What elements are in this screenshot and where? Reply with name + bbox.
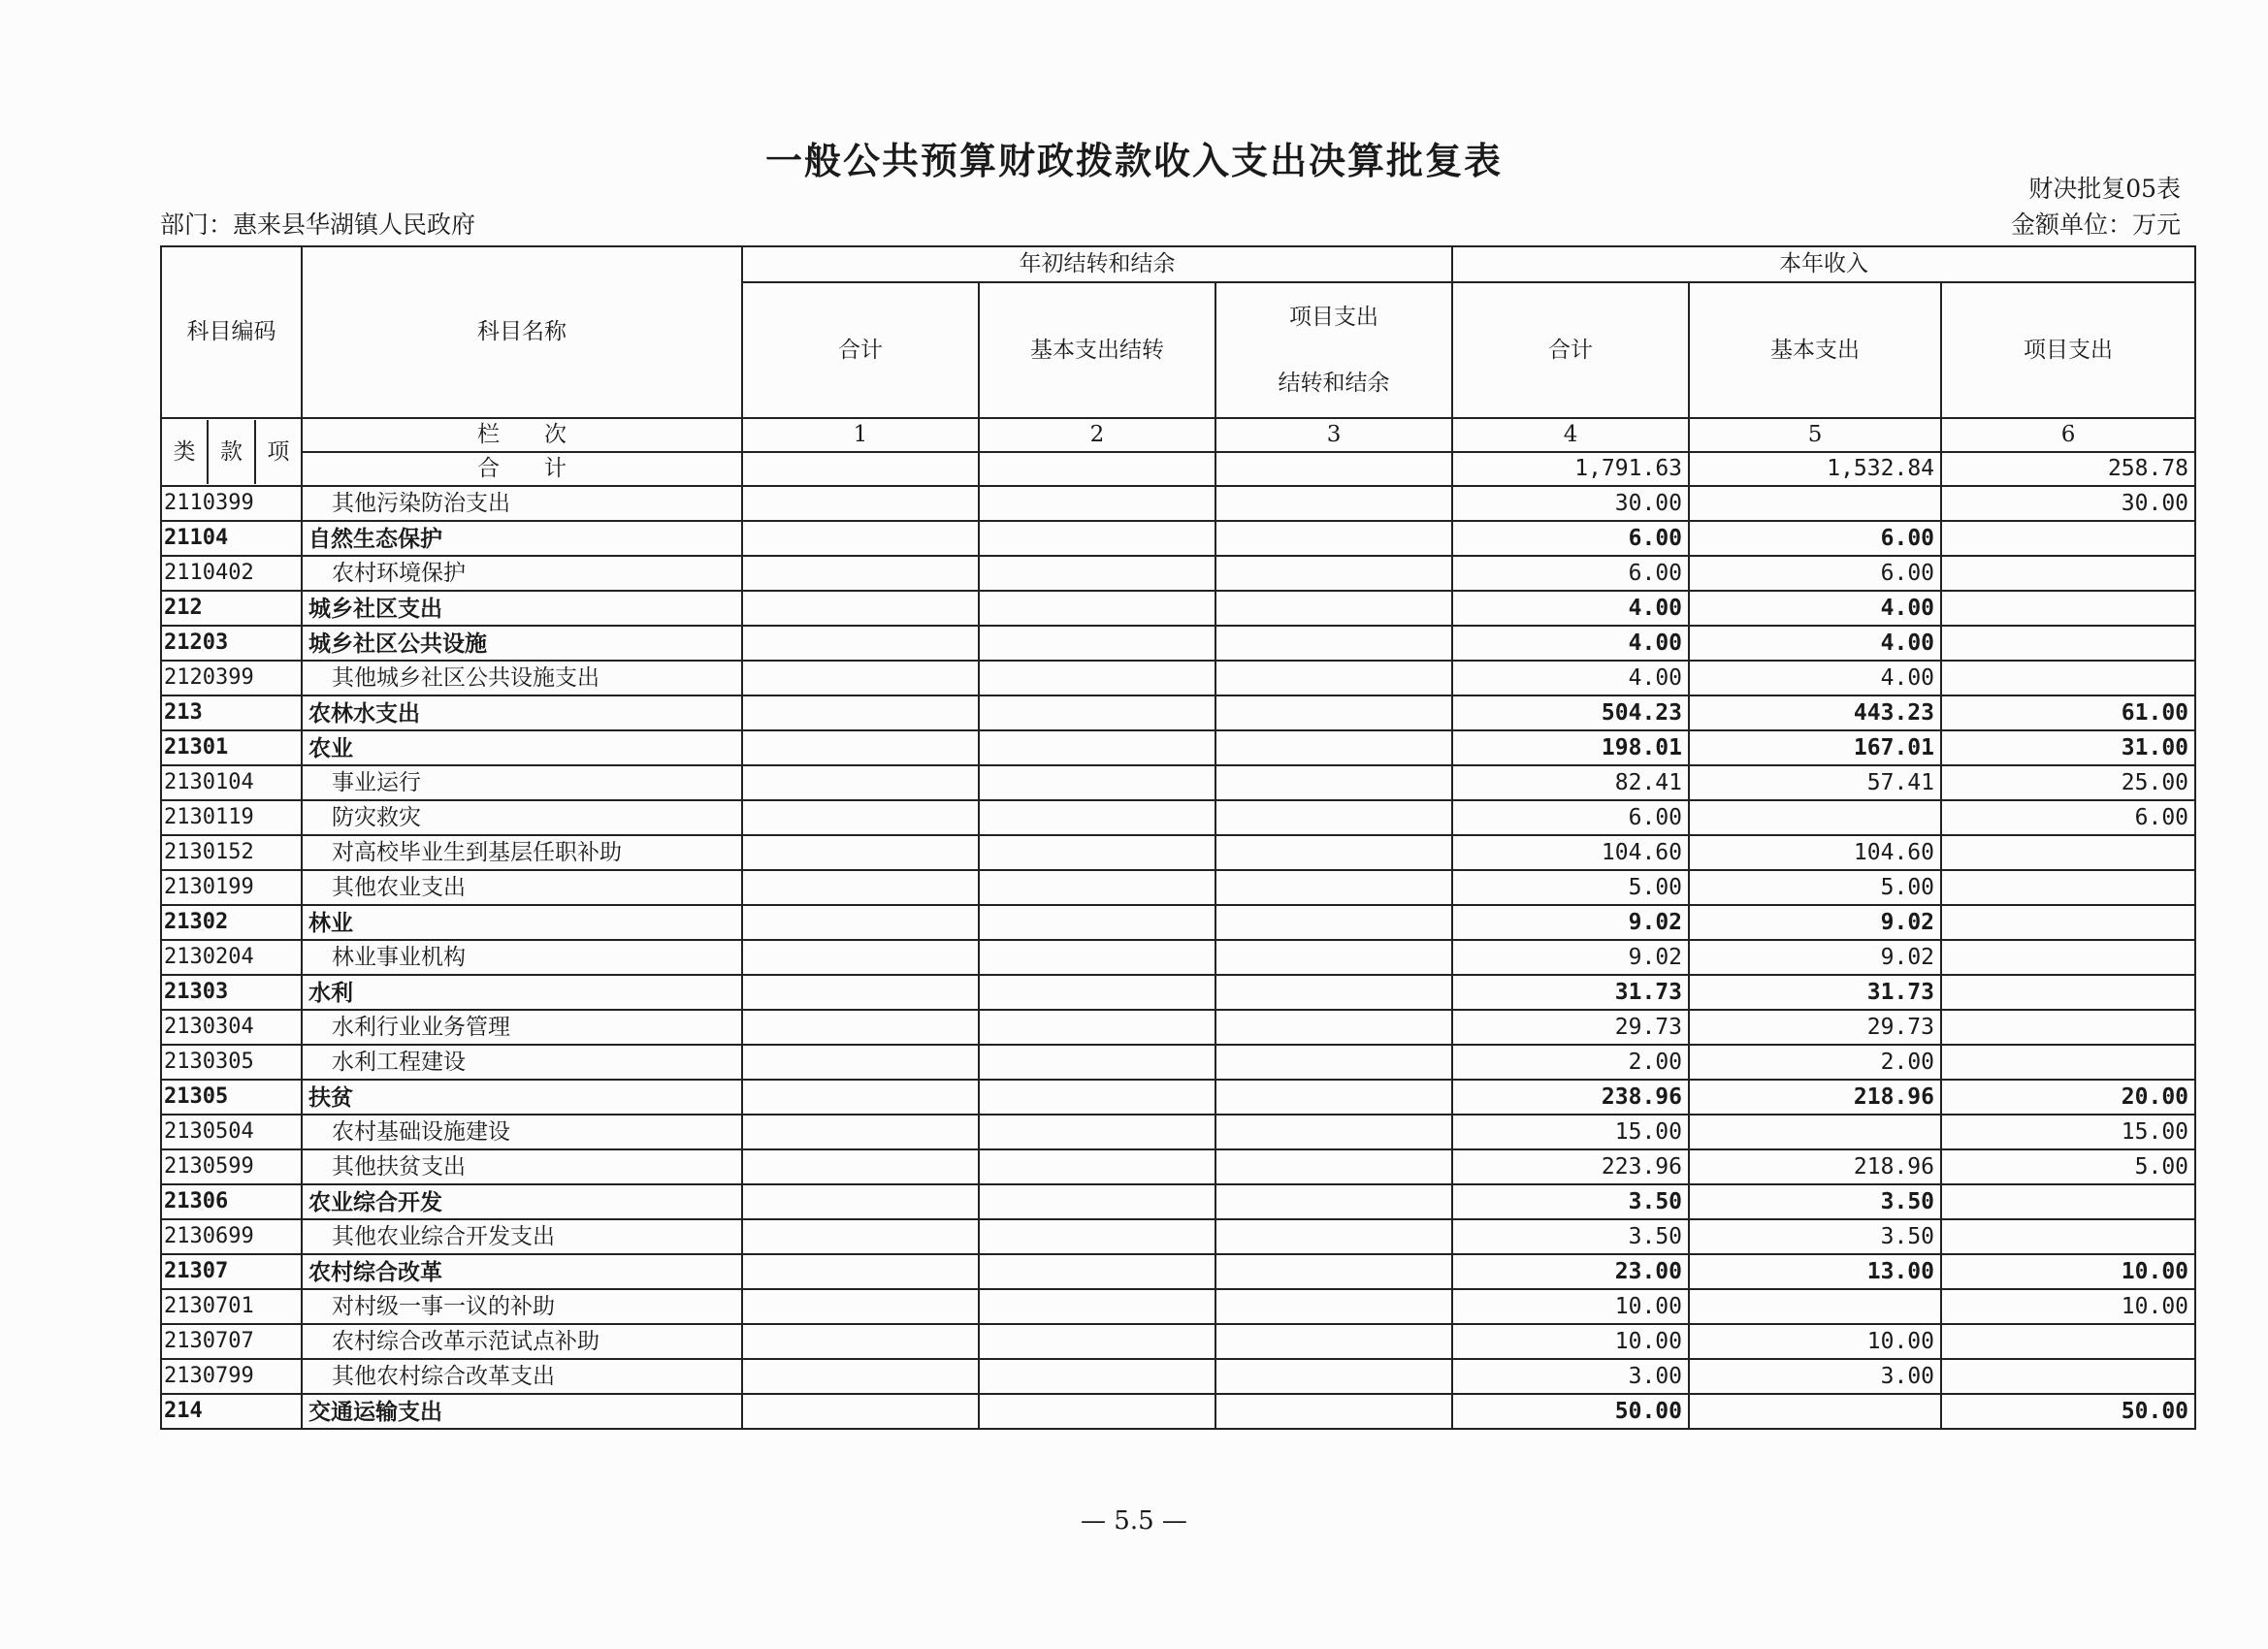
income-total-cell: 4.00 <box>1452 626 1689 661</box>
subject-code-cell: 2130152 <box>161 835 302 870</box>
project-cell <box>1941 521 2195 556</box>
basic-cell: 218.96 <box>1689 1080 1941 1115</box>
project-carryover-cell <box>1215 1359 1452 1394</box>
subject-code-cell: 2130304 <box>161 1010 302 1045</box>
basic-cell <box>1689 1289 1941 1324</box>
project-carryover-cell <box>1215 835 1452 870</box>
carryover-total-cell <box>742 800 979 835</box>
subject-name-cell: 事业运行 <box>302 765 742 800</box>
project-cell <box>1941 1359 2195 1394</box>
project-carryover-cell <box>1215 1254 1452 1289</box>
header-project-carryover-line1: 项目支出 <box>1289 305 1378 330</box>
income-total-cell: 3.00 <box>1452 1359 1689 1394</box>
subject-name-cell: 城乡社区支出 <box>302 591 742 626</box>
carryover-total-cell <box>742 1184 979 1219</box>
carryover-total-cell <box>742 1010 979 1045</box>
subject-code-cell: 2120399 <box>161 661 302 695</box>
project-carryover-cell <box>1215 1045 1452 1080</box>
carryover-total-cell <box>742 1254 979 1289</box>
basic-cell <box>1689 1394 1941 1429</box>
sum-cell <box>979 452 1215 486</box>
basic-cell: 218.96 <box>1689 1149 1941 1184</box>
income-total-cell: 4.00 <box>1452 661 1689 695</box>
subject-code-cell: 21303 <box>161 975 302 1010</box>
project-carryover-cell <box>1215 1010 1452 1045</box>
basic-cell: 29.73 <box>1689 1010 1941 1045</box>
project-cell <box>1941 556 2195 591</box>
income-total-cell: 5.00 <box>1452 870 1689 905</box>
header-project-carryover <box>1215 282 1452 418</box>
subject-code-cell: 21301 <box>161 730 302 765</box>
table-row <box>161 695 2195 730</box>
basic-cell: 9.02 <box>1689 940 1941 975</box>
subject-name-cell: 对高校毕业生到基层任职补助 <box>302 835 742 870</box>
income-total-cell: 10.00 <box>1452 1324 1689 1359</box>
basic-carryover-cell <box>979 1289 1215 1324</box>
basic-carryover-cell <box>979 626 1215 661</box>
basic-carryover-cell <box>979 835 1215 870</box>
income-total-cell: 6.00 <box>1452 556 1689 591</box>
subject-name-cell: 林业 <box>302 905 742 940</box>
basic-carryover-cell <box>979 695 1215 730</box>
income-total-cell: 223.96 <box>1452 1149 1689 1184</box>
carryover-total-cell <box>742 1045 979 1080</box>
project-cell <box>1941 1184 2195 1219</box>
project-cell: 15.00 <box>1941 1115 2195 1149</box>
table-row <box>161 556 2195 591</box>
form-number: 财决批复05表 <box>2028 175 2181 203</box>
basic-cell <box>1689 1115 1941 1149</box>
project-cell <box>1941 1010 2195 1045</box>
basic-carryover-cell <box>979 1219 1215 1254</box>
subject-code-cell: 2110399 <box>161 486 302 521</box>
header-basic-carryover: 基本支出结转 <box>979 282 1215 418</box>
basic-carryover-cell <box>979 1045 1215 1080</box>
subject-name-cell: 林业事业机构 <box>302 940 742 975</box>
project-carryover-cell <box>1215 695 1452 730</box>
header-class-kuan: 款 <box>207 420 253 484</box>
table-row <box>161 765 2195 800</box>
header-group-income: 本年收入 <box>1452 246 2195 282</box>
income-total-cell: 3.50 <box>1452 1219 1689 1254</box>
subject-code-cell: 2130305 <box>161 1045 302 1080</box>
column-number: 1 <box>742 418 979 452</box>
basic-carryover-cell <box>979 1394 1215 1429</box>
table-row <box>161 486 2195 521</box>
subject-name-cell: 农村基础设施建设 <box>302 1115 742 1149</box>
sum-cell <box>1215 452 1452 486</box>
basic-cell: 2.00 <box>1689 1045 1941 1080</box>
table-row <box>161 1184 2195 1219</box>
subject-code-cell: 21104 <box>161 521 302 556</box>
income-total-cell: 238.96 <box>1452 1080 1689 1115</box>
table-row <box>161 1080 2195 1115</box>
income-total-cell: 104.60 <box>1452 835 1689 870</box>
page-number: — 5.5 — <box>1081 1506 1187 1536</box>
subject-code-cell: 214 <box>161 1394 302 1429</box>
page-title: 一般公共预算财政拨款收入支出决算批复表 <box>764 139 1503 182</box>
project-cell <box>1941 940 2195 975</box>
project-carryover-cell <box>1215 905 1452 940</box>
table-row <box>161 870 2195 905</box>
project-carryover-cell <box>1215 1394 1452 1429</box>
project-carryover-cell <box>1215 1219 1452 1254</box>
project-cell: 20.00 <box>1941 1080 2195 1115</box>
income-total-cell: 6.00 <box>1452 521 1689 556</box>
basic-carryover-cell <box>979 556 1215 591</box>
income-total-cell: 31.73 <box>1452 975 1689 1010</box>
project-cell <box>1941 975 2195 1010</box>
income-total-cell: 10.00 <box>1452 1289 1689 1324</box>
basic-carryover-cell <box>979 1149 1215 1184</box>
basic-cell <box>1689 486 1941 521</box>
carryover-total-cell <box>742 905 979 940</box>
table-row <box>161 521 2195 556</box>
carryover-total-cell <box>742 521 979 556</box>
basic-carryover-cell <box>979 905 1215 940</box>
income-total-cell: 2.00 <box>1452 1045 1689 1080</box>
department-label: 部门：惠来县华湖镇人民政府 <box>160 210 476 239</box>
subject-name-cell: 农村综合改革 <box>302 1254 742 1289</box>
project-carryover-cell <box>1215 486 1452 521</box>
subject-name-cell: 防灾救灾 <box>302 800 742 835</box>
project-carryover-cell <box>1215 975 1452 1010</box>
sum-cell <box>742 452 979 486</box>
table-row <box>161 1254 2195 1289</box>
carryover-total-cell <box>742 730 979 765</box>
subject-code-cell: 2130199 <box>161 870 302 905</box>
basic-carryover-cell <box>979 1184 1215 1219</box>
project-cell <box>1941 661 2195 695</box>
subject-code-cell: 2130701 <box>161 1289 302 1324</box>
project-cell: 30.00 <box>1941 486 2195 521</box>
income-total-cell: 6.00 <box>1452 800 1689 835</box>
income-total-cell: 3.50 <box>1452 1184 1689 1219</box>
basic-cell: 31.73 <box>1689 975 1941 1010</box>
carryover-total-cell <box>742 661 979 695</box>
basic-cell: 10.00 <box>1689 1324 1941 1359</box>
subject-code-cell: 2130599 <box>161 1149 302 1184</box>
table-row <box>161 1010 2195 1045</box>
income-total-cell: 15.00 <box>1452 1115 1689 1149</box>
subject-code-cell: 21307 <box>161 1254 302 1289</box>
basic-cell: 6.00 <box>1689 521 1941 556</box>
sum-project: 258.78 <box>1941 452 2195 486</box>
subject-code-cell: 2130699 <box>161 1219 302 1254</box>
project-carryover-cell <box>1215 1080 1452 1115</box>
subject-name-cell: 其他扶贫支出 <box>302 1149 742 1184</box>
header-column-index-label: 栏 次 <box>302 418 742 452</box>
header-subject-code: 科目编码 <box>161 246 302 418</box>
basic-cell: 13.00 <box>1689 1254 1941 1289</box>
subject-code-cell: 2130504 <box>161 1115 302 1149</box>
income-total-cell: 9.02 <box>1452 905 1689 940</box>
table-row <box>161 905 2195 940</box>
project-carryover-cell <box>1215 661 1452 695</box>
subject-name-cell: 其他城乡社区公共设施支出 <box>302 661 742 695</box>
subject-code-cell: 21203 <box>161 626 302 661</box>
project-carryover-cell <box>1215 765 1452 800</box>
project-carryover-cell <box>1215 556 1452 591</box>
basic-carryover-cell <box>979 521 1215 556</box>
sum-basic: 1,532.84 <box>1689 452 1941 486</box>
subject-name-cell: 其他农村综合改革支出 <box>302 1359 742 1394</box>
project-cell: 25.00 <box>1941 765 2195 800</box>
carryover-total-cell <box>742 835 979 870</box>
income-total-cell: 198.01 <box>1452 730 1689 765</box>
header-classification <box>161 418 302 486</box>
subject-name-cell: 水利 <box>302 975 742 1010</box>
carryover-total-cell <box>742 1115 979 1149</box>
basic-cell: 3.50 <box>1689 1219 1941 1254</box>
header-subject-name: 科目名称 <box>302 246 742 418</box>
carryover-total-cell <box>742 870 979 905</box>
table-row <box>161 1149 2195 1184</box>
subject-code-cell: 212 <box>161 591 302 626</box>
carryover-total-cell <box>742 1359 979 1394</box>
project-cell <box>1941 626 2195 661</box>
project-cell <box>1941 591 2195 626</box>
basic-cell: 3.50 <box>1689 1184 1941 1219</box>
basic-carryover-cell <box>979 661 1215 695</box>
project-carryover-cell <box>1215 800 1452 835</box>
unit-label: 金额单位：万元 <box>2010 210 2181 239</box>
project-cell: 31.00 <box>1941 730 2195 765</box>
project-carryover-cell <box>1215 1115 1452 1149</box>
basic-cell: 4.00 <box>1689 591 1941 626</box>
carryover-total-cell <box>742 1324 979 1359</box>
basic-carryover-cell <box>979 486 1215 521</box>
basic-carryover-cell <box>979 730 1215 765</box>
column-number: 4 <box>1452 418 1689 452</box>
basic-carryover-cell <box>979 975 1215 1010</box>
subject-name-cell: 其他农业综合开发支出 <box>302 1219 742 1254</box>
carryover-total-cell <box>742 765 979 800</box>
basic-cell: 104.60 <box>1689 835 1941 870</box>
column-number: 3 <box>1215 418 1452 452</box>
subject-code-cell: 2130204 <box>161 940 302 975</box>
table-row <box>161 1045 2195 1080</box>
table-row <box>161 626 2195 661</box>
carryover-total-cell <box>742 695 979 730</box>
table-row <box>161 800 2195 835</box>
project-cell <box>1941 870 2195 905</box>
subject-name-cell: 农林水支出 <box>302 695 742 730</box>
carryover-total-cell <box>742 626 979 661</box>
subject-name-cell: 农村环境保护 <box>302 556 742 591</box>
project-carryover-cell <box>1215 626 1452 661</box>
basic-carryover-cell <box>979 1115 1215 1149</box>
project-carryover-cell <box>1215 1149 1452 1184</box>
project-carryover-cell <box>1215 591 1452 626</box>
project-carryover-cell <box>1215 940 1452 975</box>
basic-carryover-cell <box>979 940 1215 975</box>
table-row <box>161 1359 2195 1394</box>
basic-carryover-cell <box>979 1254 1215 1289</box>
basic-cell: 6.00 <box>1689 556 1941 591</box>
basic-cell: 4.00 <box>1689 626 1941 661</box>
basic-cell: 5.00 <box>1689 870 1941 905</box>
header-class-xiang: 项 <box>254 420 301 484</box>
carryover-total-cell <box>742 1289 979 1324</box>
basic-cell: 443.23 <box>1689 695 1941 730</box>
table-row <box>161 940 2195 975</box>
sum-income-total: 1,791.63 <box>1452 452 1689 486</box>
table-row <box>161 1115 2195 1149</box>
project-carryover-cell <box>1215 1289 1452 1324</box>
income-total-cell: 29.73 <box>1452 1010 1689 1045</box>
column-number: 6 <box>1941 418 2195 452</box>
carryover-total-cell <box>742 940 979 975</box>
project-cell: 6.00 <box>1941 800 2195 835</box>
header-income-total: 合计 <box>1452 282 1689 418</box>
basic-carryover-cell <box>979 1359 1215 1394</box>
project-cell <box>1941 905 2195 940</box>
basic-carryover-cell <box>979 800 1215 835</box>
subject-name-cell: 自然生态保护 <box>302 521 742 556</box>
project-carryover-cell <box>1215 1324 1452 1359</box>
income-total-cell: 23.00 <box>1452 1254 1689 1289</box>
subject-code-cell: 2130799 <box>161 1359 302 1394</box>
subject-name-cell: 其他污染防治支出 <box>302 486 742 521</box>
carryover-total-cell <box>742 975 979 1010</box>
basic-cell: 57.41 <box>1689 765 1941 800</box>
project-cell <box>1941 1219 2195 1254</box>
subject-code-cell: 2130119 <box>161 800 302 835</box>
subject-name-cell: 其他农业支出 <box>302 870 742 905</box>
table-row <box>161 1324 2195 1359</box>
income-total-cell: 9.02 <box>1452 940 1689 975</box>
table-row <box>161 1289 2195 1324</box>
basic-carryover-cell <box>979 1324 1215 1359</box>
carryover-total-cell <box>742 1394 979 1429</box>
carryover-total-cell <box>742 1149 979 1184</box>
carryover-total-cell <box>742 486 979 521</box>
income-total-cell: 82.41 <box>1452 765 1689 800</box>
table-row <box>161 975 2195 1010</box>
income-total-cell: 30.00 <box>1452 486 1689 521</box>
project-carryover-cell <box>1215 730 1452 765</box>
project-cell: 10.00 <box>1941 1254 2195 1289</box>
subject-name-cell: 农业综合开发 <box>302 1184 742 1219</box>
header-basic: 基本支出 <box>1689 282 1941 418</box>
sum-row-label: 合 计 <box>302 452 742 486</box>
carryover-total-cell <box>742 1219 979 1254</box>
project-cell <box>1941 835 2195 870</box>
subject-name-cell: 城乡社区公共设施 <box>302 626 742 661</box>
budget-table <box>160 245 2196 1430</box>
carryover-total-cell <box>742 556 979 591</box>
subject-code-cell: 21305 <box>161 1080 302 1115</box>
table-row <box>161 591 2195 626</box>
table-row <box>161 835 2195 870</box>
subject-code-cell: 2130104 <box>161 765 302 800</box>
table-row <box>161 730 2195 765</box>
subject-name-cell: 农村综合改革示范试点补助 <box>302 1324 742 1359</box>
carryover-total-cell <box>742 1080 979 1115</box>
table-body <box>161 486 2195 1429</box>
basic-carryover-cell <box>979 591 1215 626</box>
project-cell: 5.00 <box>1941 1149 2195 1184</box>
subject-name-cell: 水利工程建设 <box>302 1045 742 1080</box>
subject-code-cell: 2110402 <box>161 556 302 591</box>
header-class-lei: 类 <box>173 439 196 465</box>
project-carryover-cell <box>1215 1184 1452 1219</box>
subject-name-cell: 交通运输支出 <box>302 1394 742 1429</box>
basic-carryover-cell <box>979 870 1215 905</box>
project-cell: 50.00 <box>1941 1394 2195 1429</box>
basic-cell: 4.00 <box>1689 661 1941 695</box>
basic-carryover-cell <box>979 765 1215 800</box>
table-row <box>161 1394 2195 1429</box>
project-cell: 10.00 <box>1941 1289 2195 1324</box>
basic-cell: 167.01 <box>1689 730 1941 765</box>
header-project: 项目支出 <box>1941 282 2195 418</box>
project-cell <box>1941 1045 2195 1080</box>
project-cell <box>1941 1324 2195 1359</box>
income-total-cell: 50.00 <box>1452 1394 1689 1429</box>
table-row <box>161 1219 2195 1254</box>
project-carryover-cell <box>1215 870 1452 905</box>
subject-name-cell: 扶贫 <box>302 1080 742 1115</box>
subject-code-cell: 2130707 <box>161 1324 302 1359</box>
carryover-total-cell <box>742 591 979 626</box>
income-total-cell: 4.00 <box>1452 591 1689 626</box>
table-row <box>161 661 2195 695</box>
column-number: 5 <box>1689 418 1941 452</box>
basic-cell: 9.02 <box>1689 905 1941 940</box>
header-group-carryover: 年初结转和结余 <box>742 246 1452 282</box>
basic-cell: 3.00 <box>1689 1359 1941 1394</box>
subject-name-cell: 对村级一事一议的补助 <box>302 1289 742 1324</box>
subject-code-cell: 21306 <box>161 1184 302 1219</box>
subject-name-cell: 水利行业业务管理 <box>302 1010 742 1045</box>
income-total-cell: 504.23 <box>1452 695 1689 730</box>
basic-carryover-cell <box>979 1080 1215 1115</box>
basic-carryover-cell <box>979 1010 1215 1045</box>
header-carryover-total: 合计 <box>742 282 979 418</box>
header-project-carryover-line2: 结转和结余 <box>1278 371 1390 396</box>
project-cell: 61.00 <box>1941 695 2195 730</box>
basic-cell <box>1689 800 1941 835</box>
subject-code-cell: 213 <box>161 695 302 730</box>
subject-name-cell: 农业 <box>302 730 742 765</box>
project-carryover-cell <box>1215 521 1452 556</box>
column-number: 2 <box>979 418 1215 452</box>
subject-code-cell: 21302 <box>161 905 302 940</box>
